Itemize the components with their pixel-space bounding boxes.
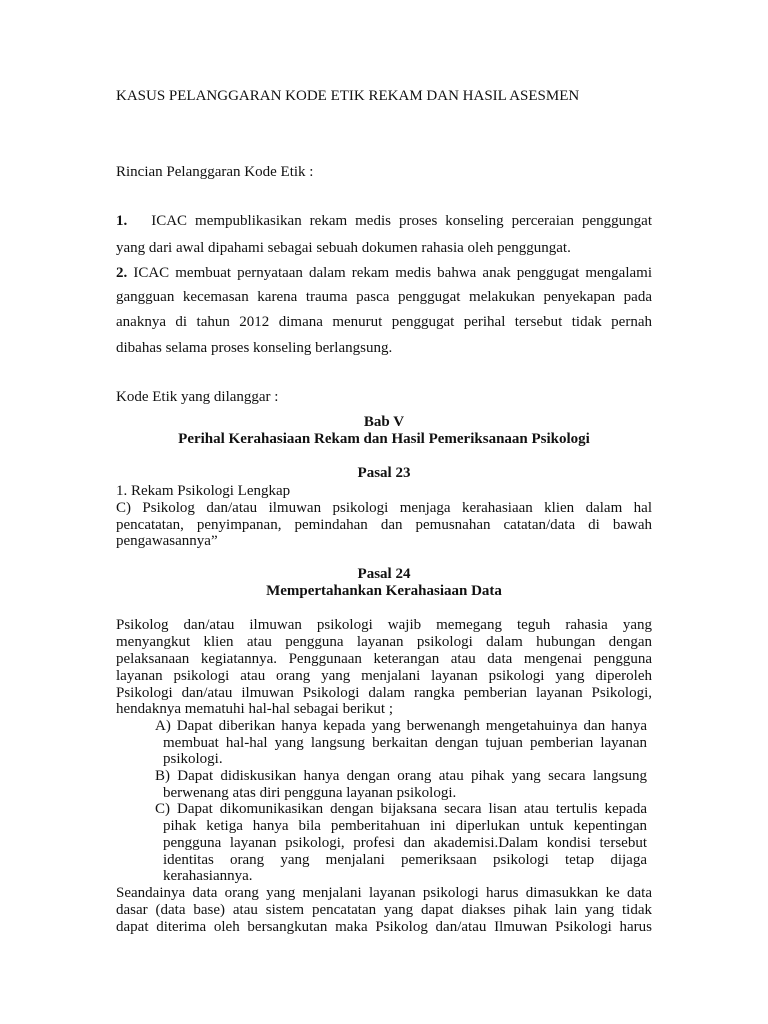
closing-paragraph-line: dasar (data base) atau sistem pencatatan yang dapat diakses pihak lain yang tidak bbox=[116, 902, 652, 918]
closing-paragraph-line: Seandainya data orang yang menjalani layanan psikologi harus dimasukkan ke data bbox=[116, 885, 652, 901]
violation-item-2-line: anaknya di tahun 2012 dimana menurut penggugat perihal tersebut tidak pernah bbox=[116, 314, 652, 330]
pasal-24-paragraph-line: hendaknya mematuhi hal-hal sebagai berikut ; bbox=[116, 701, 393, 717]
list-item-c-line: pengguna layanan psikologi, profesi dan akademisi.Dalam kondisi tersebut bbox=[163, 835, 647, 851]
violation-item-2-line: dibahas selama proses konseling berlangsung. bbox=[116, 340, 393, 356]
closing-paragraph-line: dapat diterima oleh bersangkutan maka Psikolog dan/atau Ilmuwan Psikologi harus bbox=[116, 919, 652, 935]
pasal-23-line: 1. Rekam Psikologi Lengkap bbox=[116, 483, 291, 499]
violation-item-2-line: gangguan kecemasan karena trauma pasca penggugat melakukan penyekapan pada bbox=[116, 289, 652, 305]
pasal-24-paragraph-line: menyangkut klien atau pengguna layanan psikologi dalam hubungan dengan bbox=[116, 634, 652, 650]
pasal-24-paragraph-line: Psikologi dan/atau ilmuwan Psikologi dalam rangka pemberian layanan Psikologi, bbox=[116, 685, 652, 701]
list-item-c-line: C) Dapat dikomunikasikan dengan bijaksana secara lisan atau tertulis kepada bbox=[155, 801, 647, 817]
pasal-23-line: C) Psikolog dan/atau ilmuwan psikologi menjaga kerahasiaan klien dalam hal bbox=[116, 500, 652, 516]
violation-item-2-number: 2. bbox=[116, 265, 128, 281]
pasal-23-heading: Pasal 23 bbox=[357, 465, 411, 481]
list-item-a-line: A) Dapat diberikan hanya kepada yang berwenangh mengetahuinya dan hanya bbox=[155, 718, 647, 734]
bab-title: Perihal Kerahasiaan Rekam dan Hasil Pemeriksanaan Psikologi bbox=[178, 431, 590, 447]
list-item-b-line: berwenang atas diri pengguna layanan psikologi. bbox=[163, 785, 457, 801]
pasal-23-line: pengawasannya” bbox=[116, 533, 218, 549]
document-title: KASUS PELANGGARAN KODE ETIK REKAM DAN HASIL ASESMEN bbox=[116, 88, 580, 104]
list-item-a-line: membuat hal-hal yang langsung berkaitan dengan tujuan pemberian layanan bbox=[163, 735, 647, 751]
pasal-24-paragraph-line: Psikolog dan/atau ilmuwan psikologi wajib memegang teguh rahasia yang bbox=[116, 617, 652, 633]
list-item-a-line: psikologi. bbox=[163, 751, 223, 767]
list-item-c-line: pihak ketiga hanya bila pemberitahuan ini diperlukan untuk kepentingan bbox=[163, 818, 647, 834]
rincian-heading: Rincian Pelanggaran Kode Etik : bbox=[116, 164, 314, 180]
pasal-23-line: pencatatan, penyimpanan, pemindahan dan pemusnahan catatan/data di bawah bbox=[116, 517, 652, 533]
pasal-24-heading: Pasal 24 bbox=[357, 566, 411, 582]
violation-item-1-number: 1. bbox=[116, 213, 128, 229]
pasal-24-paragraph-line: pelaksanaan kegiatannya. Penggunaan keterangan atau data mengenai pengguna bbox=[116, 651, 652, 667]
violation-item-2-line: 2. ICAC membuat pernyataan dalam rekam medis bahwa anak penggugat mengalami bbox=[116, 265, 652, 281]
violation-item-1-line: 1. ICAC mempublikasikan rekam medis proses konseling perceraian penggungat bbox=[116, 213, 653, 229]
kode-etik-heading: Kode Etik yang dilanggar : bbox=[116, 389, 279, 405]
violation-item-1-line: yang dari awal dipahami sebagai sebuah dokumen rahasia oleh penggungat. bbox=[116, 240, 571, 256]
pasal-24-subheading: Mempertahankan Kerahasiaan Data bbox=[266, 583, 502, 599]
list-item-b-line: B) Dapat didiskusikan hanya dengan orang atau pihak yang secara langsung bbox=[155, 768, 647, 784]
bab-number: Bab V bbox=[363, 414, 405, 430]
list-item-c-line: identitas orang yang menjalani pemeriksaan psikologi tetap dijaga bbox=[163, 852, 647, 868]
list-item-c-line: kerahasiannya. bbox=[163, 868, 253, 884]
pasal-24-paragraph-line: layanan psikologi atau orang yang menjalani layanan psikologi yang diperoleh bbox=[116, 668, 652, 684]
